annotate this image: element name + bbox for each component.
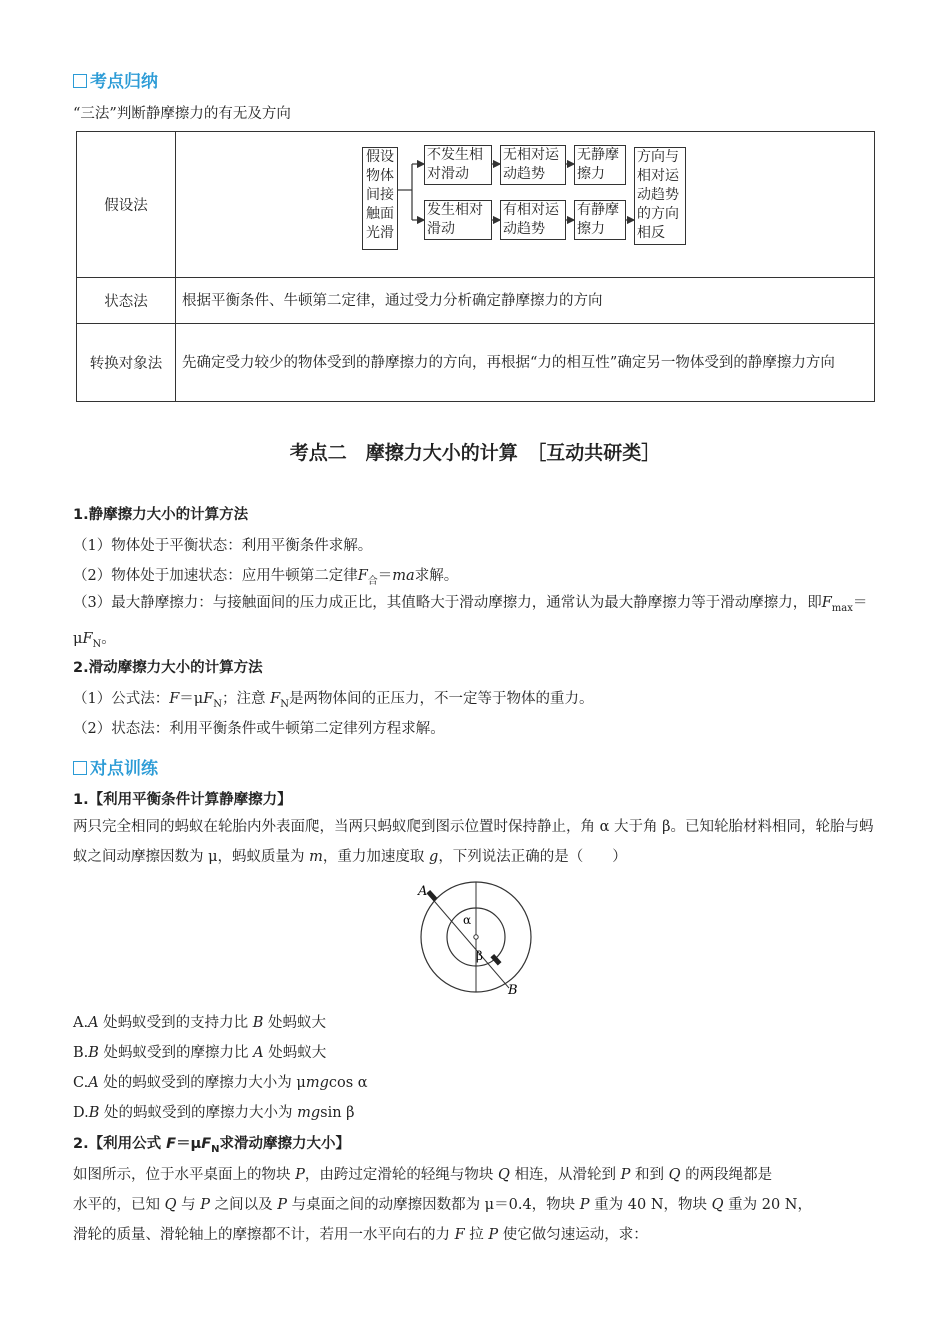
label-b: B bbox=[508, 983, 518, 998]
q2-line1: 如图所示，位于水平桌面上的物块 P，由跨过定滑轮的轻绳与物块 Q 相连，从滑轮到 P 和到 Q 的两段绳都是 bbox=[73, 1167, 773, 1183]
flow-box-b1-3: 无静摩擦力 bbox=[574, 145, 626, 185]
methods-table bbox=[76, 131, 875, 402]
checkbox-square-icon bbox=[73, 74, 87, 88]
heading-text: 考点归纳 bbox=[90, 72, 158, 92]
flow-box-b2-3: 有静摩擦力 bbox=[574, 200, 626, 240]
flow-box-b1-1: 不发生相对滑动 bbox=[424, 145, 492, 185]
row-text-zhuanhuan: 先确定受力较少的物体受到的静摩擦力的方向，再根据“力的相互性”确定另一物体受到的静摩擦力方向 bbox=[176, 324, 875, 402]
ant-b-icon bbox=[490, 954, 501, 966]
flow-box-b2-2: 有相对运动趋势 bbox=[500, 200, 566, 240]
tire-figure bbox=[405, 878, 545, 1000]
row-label-zhuanhuan: 转换对象法 bbox=[77, 324, 176, 402]
row-label-zhuangtai: 状态法 bbox=[77, 278, 176, 324]
q2-line3: 滑轮的质量、滑轮轴上的摩擦都不计，若用一水平向右的力 F 拉 P 使它做匀速运动，求： bbox=[73, 1227, 648, 1243]
section-heading-kaodian bbox=[73, 67, 158, 92]
section-title-kaodian2: 考点二 摩擦力大小的计算 ［互动共研类］ bbox=[289, 442, 661, 464]
flow-box-b1-2: 无相对运动趋势 bbox=[500, 145, 566, 185]
label-a: A bbox=[418, 884, 428, 899]
p1-item3: （3）最大静摩擦力：与接触面间的压力成正比，其值略大于滑动摩擦力，通常认为最大静摩擦力等于滑动摩擦力，即$F_{max}=\mu F_N$。 bbox=[73, 595, 868, 650]
flowchart bbox=[176, 132, 876, 278]
row-label-jiashe: 假设法 bbox=[77, 132, 176, 278]
center-point bbox=[474, 935, 478, 939]
q2-title: 2.【利用公式 $F=\mu F_N$求滑动摩擦力大小】 bbox=[73, 1136, 351, 1155]
q2-line2: 水平的，已知 Q 与 P 之间以及 P 与桌面之间的动摩擦因数都为 μ＝0.4，物块 P 重为 40 N，物块 Q 重为 20 N， bbox=[73, 1197, 812, 1213]
option-c[interactable]: C.A 处的蚂蚁受到的摩擦力大小为 μmgcos α bbox=[73, 1075, 368, 1091]
flow-end-box: 方向与相对运动趋势的方向相反 bbox=[634, 147, 686, 245]
heading-text: 对点训练 bbox=[90, 759, 158, 779]
p2-item2: （2）状态法：利用平衡条件或牛顿第二定律列方程求解。 bbox=[73, 721, 445, 737]
q1-text: 两只完全相同的蚂蚁在轮胎内外表面爬，当两只蚂蚁爬到图示位置时保持静止，角 α 大于角 β。已知轮胎材料相同，轮胎与蚂蚁之间动摩擦因数为 μ，蚂蚁质量为 m，重力加速度取 g，下列说法正确的是（ ） bbox=[73, 819, 874, 865]
option-a[interactable]: A.A 处蚂蚁受到的支持力比 B 处蚂蚁大 bbox=[73, 1015, 327, 1031]
p1-title: 1.静摩擦力大小的计算方法 bbox=[73, 507, 249, 523]
p2-item1: （1）公式法：$F=\mu F_N$；注意 $F_N$是两物体间的正压力，不一定等于物体的重力。 bbox=[73, 691, 594, 710]
table-subtitle: “三法”判断静摩擦力的有无及方向 bbox=[73, 106, 291, 122]
label-beta: β bbox=[476, 949, 483, 963]
checkbox-square-icon bbox=[73, 761, 87, 775]
option-d[interactable]: D.B 处的蚂蚁受到的摩擦力大小为 mgsin β bbox=[73, 1105, 355, 1121]
option-b[interactable]: B.B 处蚂蚁受到的摩擦力比 A 处蚂蚁大 bbox=[73, 1045, 327, 1061]
flow-cell bbox=[176, 132, 875, 278]
flow-start-box: 假设物体间接触面光滑 bbox=[362, 147, 398, 250]
section-heading-duidian bbox=[73, 754, 158, 779]
p1-item1: （1）物体处于平衡状态：利用平衡条件求解。 bbox=[73, 538, 373, 554]
p2-title: 2.滑动摩擦力大小的计算方法 bbox=[73, 660, 263, 676]
row-text-zhuangtai: 根据平衡条件、牛顿第二定律，通过受力分析确定静摩擦力的方向 bbox=[176, 278, 875, 324]
q1-title: 1.【利用平衡条件计算静摩擦力】 bbox=[73, 792, 292, 808]
label-alpha: α bbox=[463, 913, 472, 927]
p1-item2: （2）物体处于加速状态：应用牛顿第二定律$F_合=ma$求解。 bbox=[73, 568, 459, 587]
flow-box-b2-1: 发生相对滑动 bbox=[424, 200, 492, 240]
